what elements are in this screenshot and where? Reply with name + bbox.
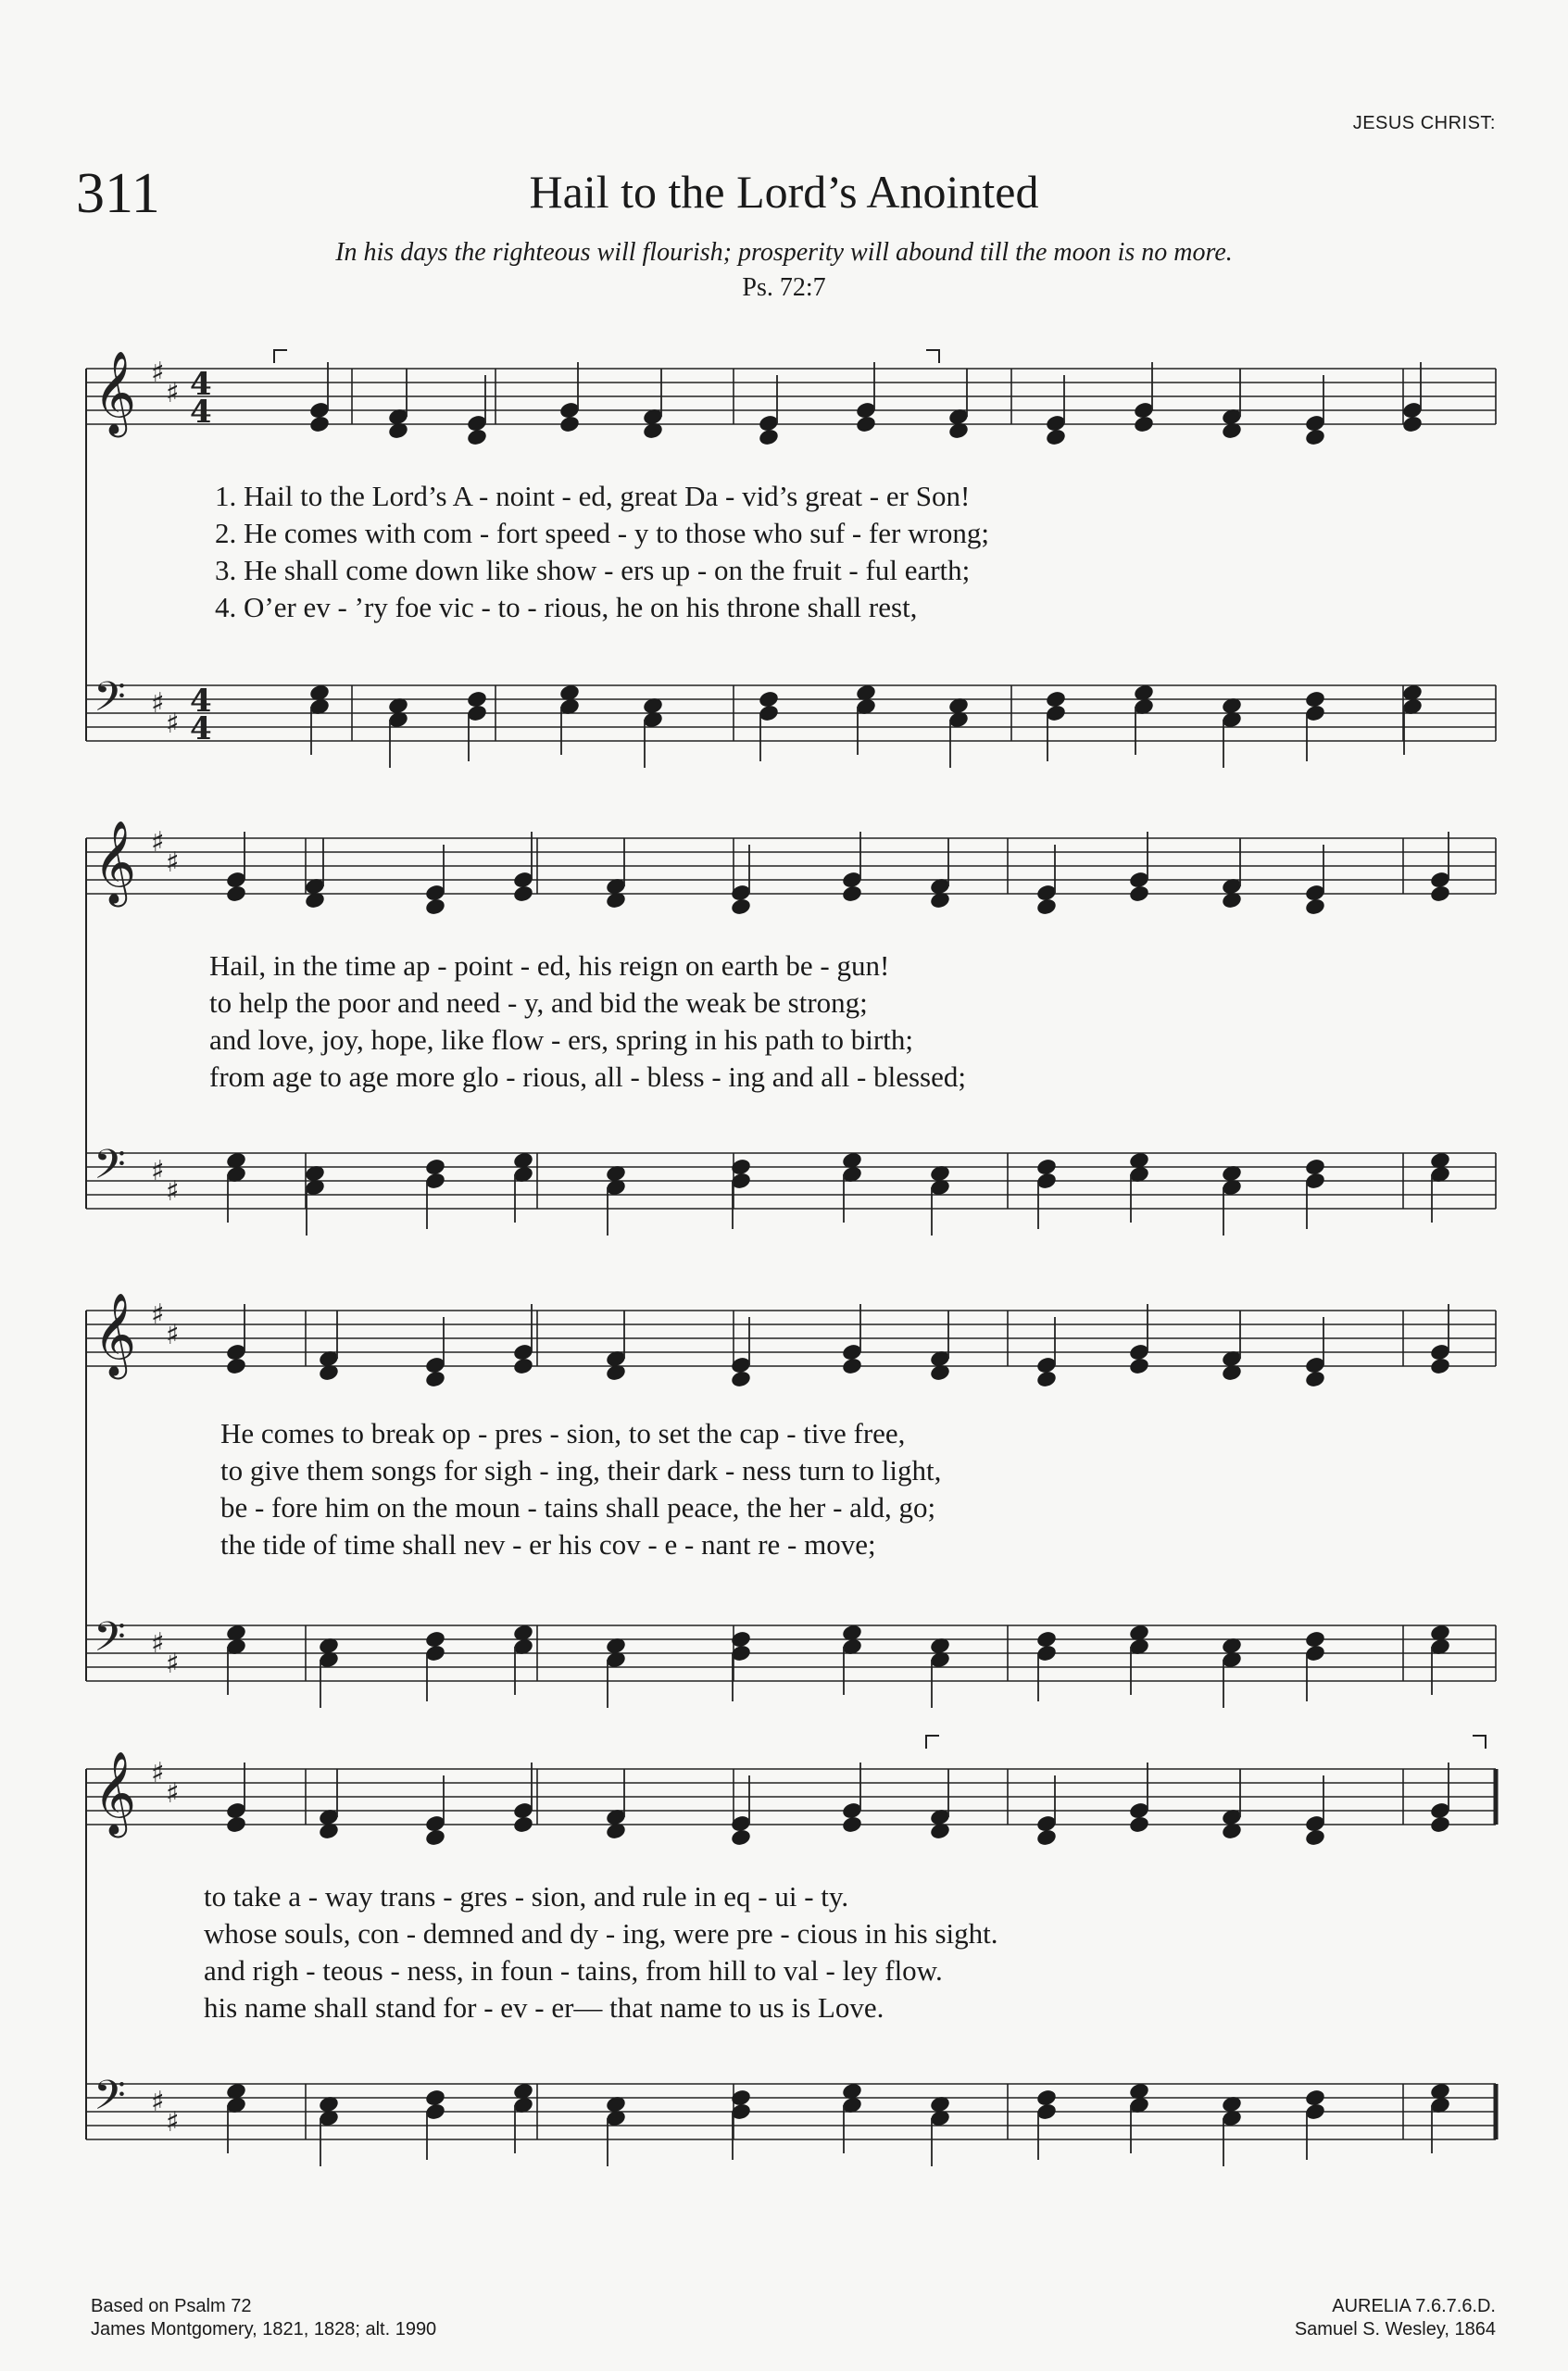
bass-clef-icon: 𝄢 <box>94 1140 126 1198</box>
lyric-line-verse-2: whose souls, con - demned and dy - ing, were pre - cious in his sight. <box>204 1917 998 1950</box>
phrase-bracket <box>274 350 287 363</box>
key-signature-sharp-icon: ♯ <box>151 1627 165 1660</box>
treble-clef-icon: 𝄞 <box>94 351 137 434</box>
treble-clef-icon: 𝄞 <box>94 821 137 904</box>
tune-name: AURELIA 7.6.7.6.D. <box>1332 2296 1496 2316</box>
notehead <box>1429 1357 1451 1376</box>
lyric-line-verse-3: be - fore him on the moun - tains shall peace, the her - ald, go; <box>220 1491 936 1524</box>
notehead <box>1304 428 1326 447</box>
time-signature: 4 <box>190 683 212 720</box>
notehead <box>225 1815 247 1835</box>
lyric-line-verse-2: 2. He comes with com - fort speed - y to those who suf - fer wrong; <box>215 517 989 549</box>
key-signature-sharp-icon: ♯ <box>166 847 180 879</box>
notehead <box>1128 1357 1150 1376</box>
lyric-line-verse-2: to help the poor and need - y, and bid the weak be strong; <box>209 986 868 1019</box>
lyric-line-verse-3: and righ - teous - ness, in foun - tains, from hill to val - ley flow. <box>204 1954 943 1987</box>
notehead <box>512 1815 534 1835</box>
key-signature-sharp-icon: ♯ <box>151 357 165 389</box>
phrase-bracket <box>926 350 939 363</box>
notehead <box>758 428 780 447</box>
key-signature-sharp-icon: ♯ <box>166 1648 180 1680</box>
notehead <box>1035 1370 1058 1389</box>
notehead <box>558 415 581 434</box>
notehead <box>225 884 247 904</box>
notehead <box>1304 1828 1326 1848</box>
epigraph: In his days the righteous will flourish; prosperity will abound till the moon is no more. <box>335 238 1233 267</box>
notehead <box>424 1370 446 1389</box>
hymn-title: Hail to the Lord’s Anointed <box>529 166 1039 218</box>
time-signature: 4 <box>190 394 212 431</box>
key-signature-sharp-icon: ♯ <box>151 2086 165 2118</box>
notehead <box>1304 1370 1326 1389</box>
lyric-line-verse-4: his name shall stand for - ev - er— that name to us is Love. <box>204 1991 884 2024</box>
lyric-line-verse-3: 3. He shall come down like show - ers up - on the fruit - ful earth; <box>215 554 971 586</box>
notehead <box>841 884 863 904</box>
text-source: Based on Psalm 72 <box>91 2296 252 2316</box>
lyric-line-verse-3: and love, joy, hope, like flow - ers, spring in his path to birth; <box>209 1023 913 1056</box>
notehead <box>1045 428 1067 447</box>
notehead <box>424 1828 446 1848</box>
bass-clef-icon: 𝄢 <box>94 672 126 731</box>
notehead <box>1128 1815 1150 1835</box>
lyric-line-verse-4: from age to age more glo - rious, all - bless - ing and all - blessed; <box>209 1060 966 1093</box>
key-signature-sharp-icon: ♯ <box>166 1777 180 1810</box>
lyric-line-verse-1: Hail, in the time ap - point - ed, his reign on earth be - gun! <box>209 949 890 982</box>
key-signature-sharp-icon: ♯ <box>166 1319 180 1351</box>
time-signature: 4 <box>190 710 212 747</box>
notehead <box>1429 1815 1451 1835</box>
key-signature-sharp-icon: ♯ <box>151 1757 165 1789</box>
lyric-line-verse-1: to take a - way trans - gres - sion, and rule in eq - ui - ty. <box>204 1880 849 1913</box>
lyric-line-verse-1: 1. Hail to the Lord’s A - noint - ed, great Da - vid’s great - er Son! <box>215 480 971 512</box>
notehead <box>1304 897 1326 917</box>
key-signature-sharp-icon: ♯ <box>151 1155 165 1187</box>
notehead <box>730 897 752 917</box>
notehead <box>424 897 446 917</box>
notehead <box>1429 884 1451 904</box>
key-signature-sharp-icon: ♯ <box>166 377 180 409</box>
time-signature: 4 <box>190 366 212 403</box>
epigraph-reference: Ps. 72:7 <box>742 273 826 302</box>
hymn-number: 311 <box>76 162 160 225</box>
key-signature-sharp-icon: ♯ <box>151 687 165 720</box>
treble-clef-icon: 𝄞 <box>94 1751 137 1835</box>
bass-clef-icon: 𝄢 <box>94 2071 126 2129</box>
notehead <box>1035 897 1058 917</box>
key-signature-sharp-icon: ♯ <box>151 1298 165 1331</box>
section-label: JESUS CHRIST: <box>1352 113 1496 133</box>
notehead <box>308 415 331 434</box>
notehead <box>1035 1828 1058 1848</box>
treble-clef-icon: 𝄞 <box>94 1293 137 1376</box>
key-signature-sharp-icon: ♯ <box>151 826 165 859</box>
notehead <box>1128 884 1150 904</box>
notehead <box>1133 415 1155 434</box>
notehead <box>225 1357 247 1376</box>
lyric-line-verse-2: to give them songs for sigh - ing, their dark - ness turn to light, <box>220 1454 942 1487</box>
phrase-bracket <box>926 1736 939 1749</box>
notehead <box>730 1370 752 1389</box>
lyric-line-verse-1: He comes to break op - pres - sion, to set the cap - tive free, <box>220 1417 906 1449</box>
notehead <box>841 1815 863 1835</box>
bass-clef-icon: 𝄢 <box>94 1612 126 1671</box>
lyric-line-verse-4: 4. O’er ev - ’ry foe vic - to - rious, he on his throne shall rest, <box>215 591 918 623</box>
key-signature-sharp-icon: ♯ <box>166 708 180 740</box>
notehead <box>1401 415 1424 434</box>
key-signature-sharp-icon: ♯ <box>166 2106 180 2139</box>
notehead <box>730 1828 752 1848</box>
notehead <box>855 415 877 434</box>
text-author: James Montgomery, 1821, 1828; alt. 1990 <box>91 2319 437 2340</box>
notehead <box>512 1357 534 1376</box>
notehead <box>466 428 488 447</box>
text-credits <box>91 2295 436 2341</box>
key-signature-sharp-icon: ♯ <box>166 1175 180 1208</box>
notehead <box>512 884 534 904</box>
composer: Samuel S. Wesley, 1864 <box>1294 2319 1496 2340</box>
phrase-bracket <box>1473 1736 1486 1749</box>
tune-credits <box>1295 2295 1496 2341</box>
notehead <box>841 1357 863 1376</box>
lyric-line-verse-4: the tide of time shall nev - er his cov - e - nant re - move; <box>220 1528 876 1561</box>
